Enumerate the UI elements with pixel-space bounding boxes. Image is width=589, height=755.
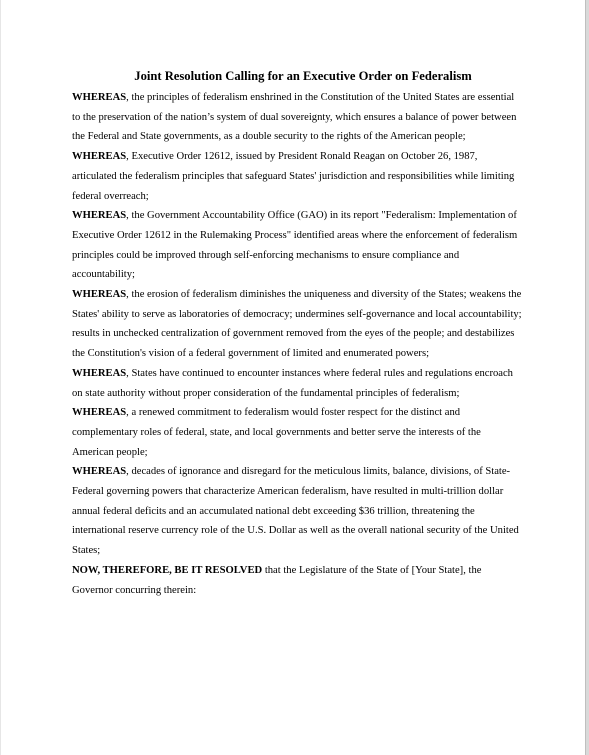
paragraph-lead: NOW, THEREFORE, BE IT RESOLVED [72, 564, 263, 576]
whereas-paragraph-2 [72, 147, 522, 206]
whereas-paragraph-1 [72, 88, 522, 147]
whereas-paragraph-7 [72, 462, 522, 561]
paragraph-lead: WHEREAS [72, 466, 127, 478]
document-body [72, 67, 522, 600]
paragraph-lead: WHEREAS [72, 289, 127, 301]
paragraph-text: , a renewed commitment to federalism would foster respect for the distinct and complementary roles of federal, state, and local governments and better serve the interests of the American people; [72, 407, 481, 458]
paragraph-lead: WHEREAS [72, 210, 127, 222]
paragraph-text: , States have continued to encounter instances where federal rules and regulations encroach on state authority without proper consideration of the fundamental principles of federalism; [72, 367, 513, 399]
document-title: Joint Resolution Calling for an Executive Order on Federalism [134, 69, 472, 83]
whereas-paragraph-6 [72, 403, 522, 462]
paragraph-text: , the Government Accountability Office (GAO) in its report "Federalism: Implementation of Executive Order 12612 in the Rulemaking Process" identified areas where the enforcement of federalism principles could be improved through self-enforcing mechanisms to ensure compliance and accountability; [72, 210, 518, 281]
paragraph-lead: WHEREAS [72, 92, 127, 103]
resolved-paragraph [72, 561, 522, 600]
whereas-paragraph-5 [72, 364, 522, 403]
paragraph-lead: WHEREAS [72, 367, 127, 379]
paragraph-lead: WHEREAS [72, 151, 127, 163]
whereas-paragraph-3 [72, 206, 522, 285]
whereas-paragraph-4 [72, 285, 522, 364]
paragraph-text: , Executive Order 12612, issued by President Ronald Reagan on October 26, 1987, articulated the federalism principles that safeguard States' jurisdiction and responsibilities while limiting federal overreach; [72, 151, 515, 202]
paragraph-lead: WHEREAS [72, 407, 127, 419]
paragraph-text: that the Legislature of the State of [Your State], the Governor concurring therein: [72, 564, 482, 596]
paragraph-text: , the erosion of federalism diminishes the uniqueness and diversity of the States; weakens the States' ability to serve as laboratories of democracy; undermines self-governance and local accountability; results in unchecked centralization of government removed from the eyes of the people; and destabilizes the Constitution's vision of a federal government of limited and enumerated powers; [72, 289, 522, 360]
paragraph-text: , decades of ignorance and disregard for the meticulous limits, balance, divisions, of State-Federal governing powers that characterize American federalism, have resulted in multi-trillion dollar annual federal deficits and an accumulated national debt exceeding $36 trillion, threatening the international reserve currency role of the U.S. Dollar as well as the overall national security of the United States; [72, 466, 519, 557]
paragraph-text: , the principles of federalism enshrined in the Constitution of the United States are essential to the preservation of the nation’s system of dual sovereignty, which ensures a balance of power between the Federal and State governments, as a double security to the rights of the American people; [72, 92, 517, 143]
